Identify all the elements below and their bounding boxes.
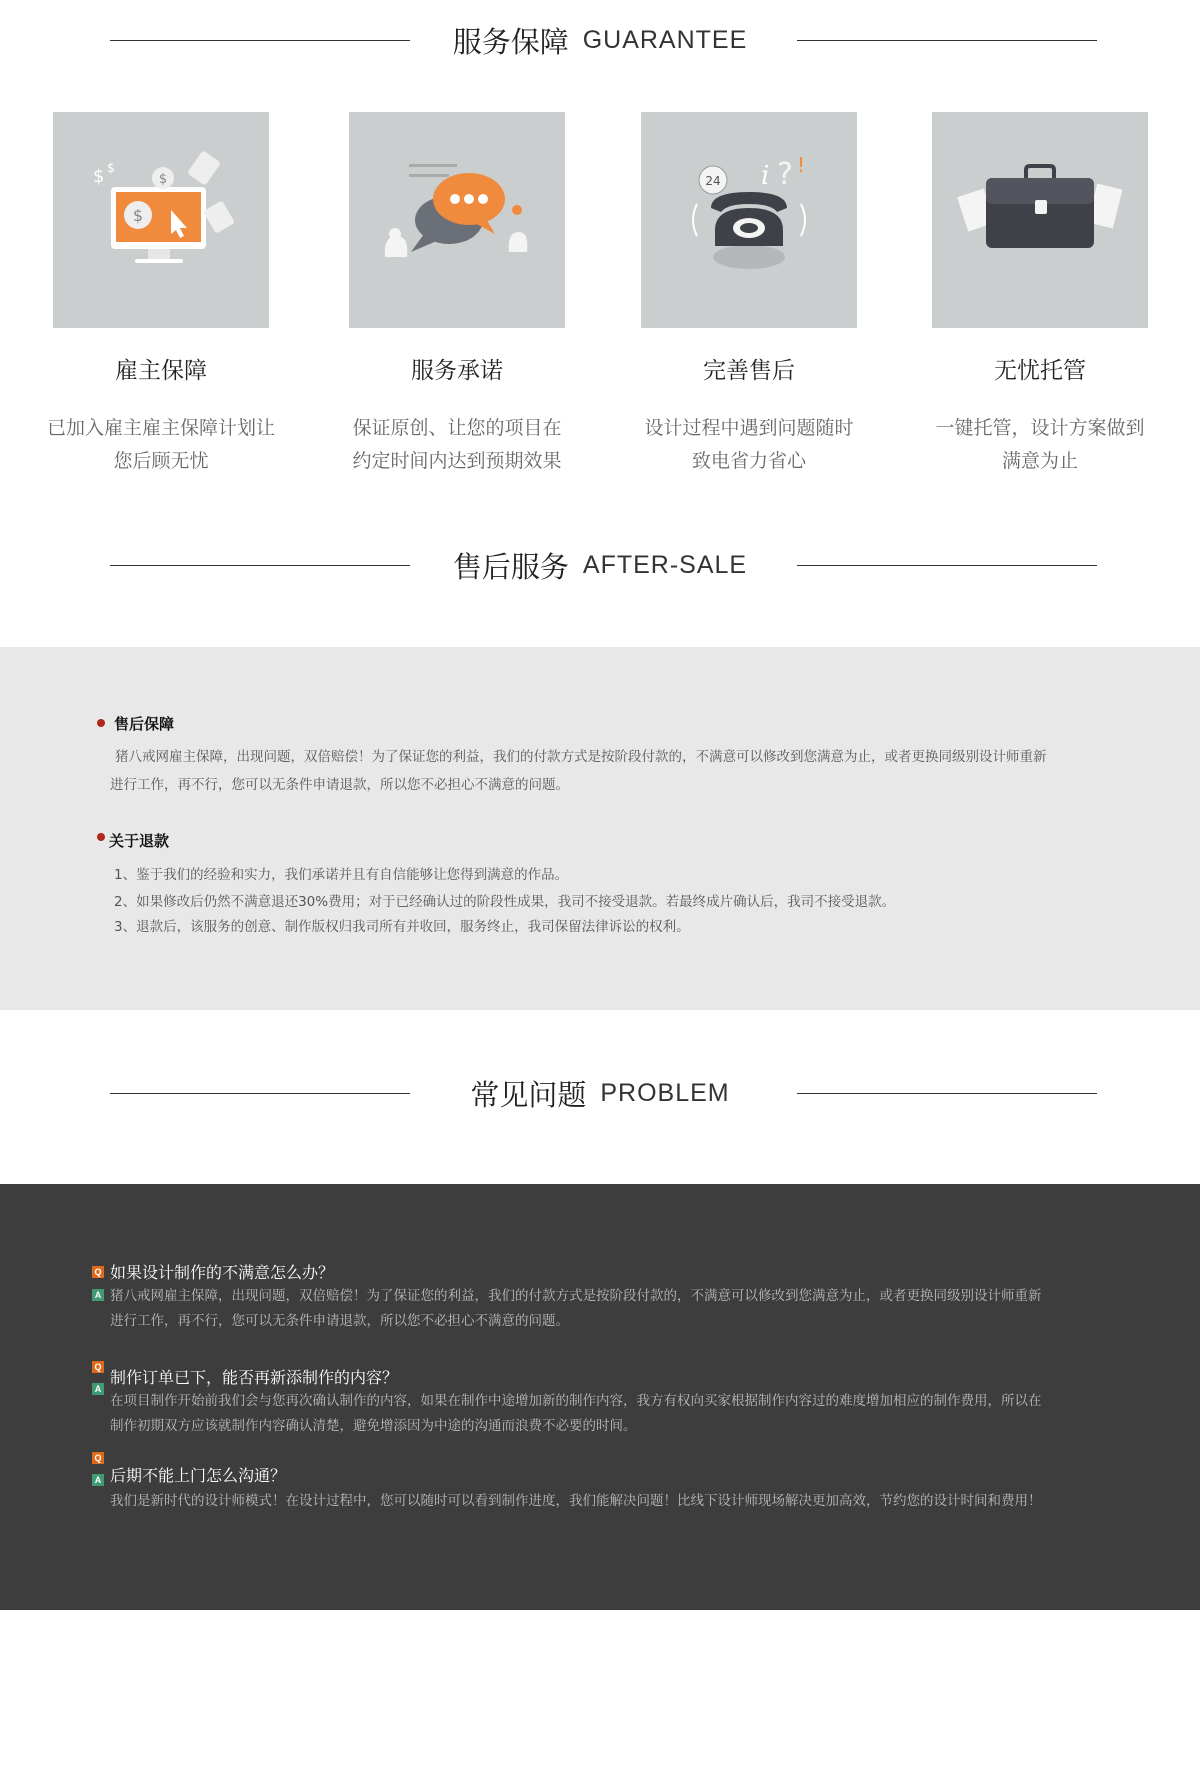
card-desc-line: 一键托管，设计方案做到 <box>935 417 1145 439</box>
card-desc-line: 满意为止 <box>1001 450 1078 472</box>
briefcase-icon <box>932 112 1148 328</box>
card-desc <box>619 412 879 478</box>
refund-item: 1、鉴于我们的经验和实力，我们承诺并且有自信能够让您得到满意的作品。 <box>114 867 569 883</box>
section-title-cn: 服务保障 <box>452 25 569 59</box>
card-desc <box>910 412 1170 478</box>
section-title-en: GUARANTEE <box>582 26 748 54</box>
refund-heading: 关于退款 <box>109 832 170 850</box>
aftersale-panel <box>0 647 1200 1010</box>
problem-header <box>0 1073 1200 1113</box>
faq-question: 如果设计制作的不满意怎么办？ <box>110 1263 335 1282</box>
aftersale-header <box>0 545 1200 585</box>
section-title-en: AFTER-SALE <box>582 551 748 579</box>
card-desc-line: 保证原创、让您的项目在 <box>352 417 562 439</box>
faq-question: 制作订单已下，能否再新添制作的内容？ <box>110 1368 399 1387</box>
svg-text:i: i <box>761 161 770 191</box>
text-line: 进行工作，再不行，您可以无条件申请退款，所以您不必担心不满意的问题。 <box>110 777 569 793</box>
aftersale-text <box>110 743 1100 799</box>
card-title: 雇主保障 <box>115 358 207 384</box>
divider-line <box>797 1093 1097 1094</box>
answer-line: 进行工作，再不行，您可以无条件申请退款，所以您不必担心不满意的问题。 <box>110 1313 569 1329</box>
card-title: 无忧托管 <box>994 358 1086 384</box>
card-title: 服务承诺 <box>411 358 503 384</box>
monitor-money-icon <box>53 112 269 328</box>
answer-line: 在项目制作开始前我们会与您再次确认制作的内容，如果在制作中途增加新的制作内容，我方有权向买家根据制作内容过的难度增加相应的制作费用，所以在 <box>110 1393 1042 1409</box>
question-badge: Q <box>92 1266 104 1278</box>
section-title-cn: 售后服务 <box>452 550 569 584</box>
answer-line: 制作初期双方应该就制作内容确认清楚，避免增添因为中途的沟通而浪费不必要的时间。 <box>110 1418 637 1434</box>
card-desc-line: 致电省力省心 <box>691 450 806 472</box>
svg-text:24: 24 <box>705 174 721 188</box>
bullet-dot <box>97 719 105 727</box>
svg-text:$: $ <box>132 206 144 225</box>
aftersale-heading: 售后保障 <box>114 715 175 733</box>
question-badge: Q <box>92 1452 104 1464</box>
guarantee-header <box>0 20 1200 60</box>
question-badge: Q <box>92 1361 104 1373</box>
card-desc-line: 已加入雇主雇主保障计划让 <box>46 417 275 439</box>
svg-text:!: ! <box>797 153 806 177</box>
card-desc-line: 约定时间内达到预期效果 <box>352 450 562 472</box>
section-title-cn: 常见问题 <box>470 1078 587 1112</box>
answer-line: 猪八戒网雇主保障，出现问题，双倍赔偿！为了保证您的利益，我们的付款方式是按阶段付款的，不满意可以修改到您满意为止，或者更换同级别设计师重新 <box>110 1288 1042 1304</box>
guarantee-cards <box>0 112 1200 492</box>
answer-line: 我们是新时代的设计师模式！在设计过程中，您可以随时可以看到制作进度，我们能解决问题！比线下设计师现场解决更加高效，节约您的设计时间和费用！ <box>110 1493 1042 1509</box>
svg-text:$: $ <box>93 166 105 187</box>
svg-text:$: $ <box>107 161 115 175</box>
bullet-dot <box>97 833 105 841</box>
svg-text:?: ? <box>777 157 793 192</box>
card-title: 完善售后 <box>703 358 795 384</box>
divider-line <box>797 40 1097 41</box>
faq-question: 后期不能上门怎么沟通？ <box>110 1466 287 1485</box>
chat-bubbles-icon <box>349 112 565 328</box>
answer-badge: A <box>92 1474 104 1486</box>
faq-panel <box>0 1184 1200 1610</box>
section-title-en: PROBLEM <box>600 1079 730 1107</box>
answer-badge: A <box>92 1383 104 1395</box>
card-desc-line: 设计过程中遇到问题随时 <box>644 417 854 439</box>
card-desc-line: 您后顾无忧 <box>113 450 209 472</box>
refund-item: 2、如果修改后仍然不满意退还30%费用；对于已经确认过的阶段性成果，我司不接受退款。若最终成片确认后，我司不接受退款。 <box>114 894 896 910</box>
card-desc <box>327 412 587 478</box>
telephone-24-icon <box>641 112 857 328</box>
faq-answer <box>110 1389 1100 1439</box>
text-line: 猪八戒网雇主保障，出现问题，双倍赔偿！为了保证您的利益，我们的付款方式是按阶段付款的，不满意可以修改到您满意为止，或者更换同级别设计师重新 <box>115 749 1047 765</box>
faq-answer <box>110 1284 1100 1334</box>
divider-line <box>797 565 1097 566</box>
faq-answer <box>110 1489 1100 1514</box>
svg-text:$: $ <box>158 172 168 187</box>
card-desc <box>31 412 291 478</box>
answer-badge: A <box>92 1289 104 1301</box>
refund-item: 3、退款后，该服务的创意、制作版权归我司所有并收回，服务终止，我司保留法律诉讼的权利。 <box>114 919 690 935</box>
